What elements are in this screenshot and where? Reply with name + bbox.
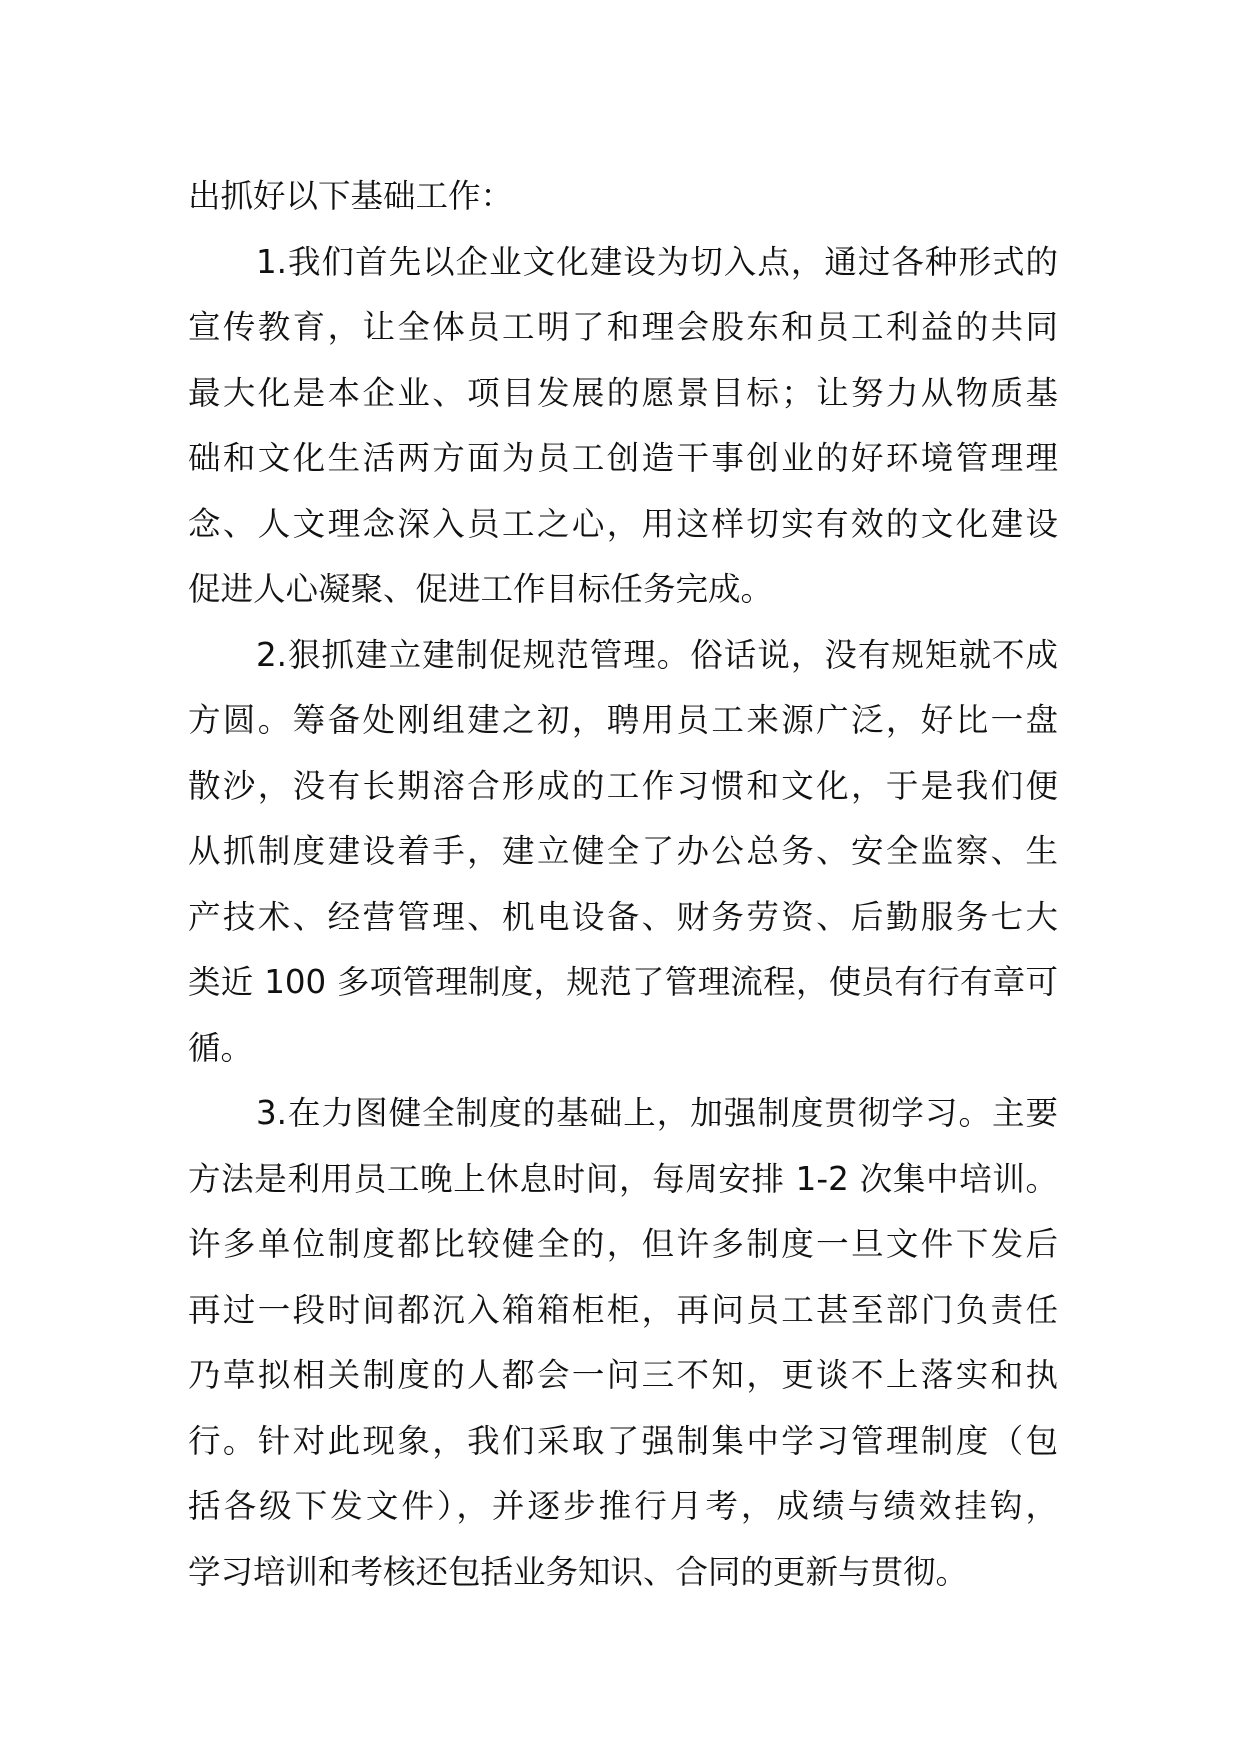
text-line: 行。针对此现象，我们采取了强制集中学习管理制度（包 [188,1421,1058,1460]
document-body [188,164,1058,1605]
text-line: 宣传教育，让全体员工明了和理会股东和员工利益的共同 [188,308,1058,346]
paragraph-2-line: 2.狠抓建立建制促规范管理。俗话说，没有规矩就不成 [256,635,1058,674]
text-line: 最大化是本企业、项目发展的愿景目标；让努力从物质基 [188,373,1058,412]
text-line: 础和文化生活两方面为员工创造干事创业的好环境管理理 [188,439,1058,477]
text-line: 许多单位制度都比较健全的，但许多制度一旦文件下发后 [188,1225,1058,1263]
text-line: 产技术、经营管理、机电设备、财务劳资、后勤服务七大 [188,897,1058,936]
paragraph-3-line: 3.在力图健全制度的基础上，加强制度贯彻学习。主要 [256,1094,1058,1132]
text-line: 促进人心凝聚、促进工作目标任务完成。 [188,570,774,608]
text-line: 念、人文理念深入员工之心，用这样切实有效的文化建设 [188,504,1058,543]
text-line: 散沙，没有长期溶合形成的工作习惯和文化，于是我们便 [188,766,1058,805]
text-line: 循。 [188,1028,254,1067]
text-line: 学习培训和考核还包括业务知识、合同的更新与贯彻。 [188,1552,969,1591]
text-line: 再过一段时间都沉入箱箱柜柜，再问员工甚至部门负责任 [188,1290,1058,1329]
text-line: 乃草拟相关制度的人都会一问三不知，更谈不上落实和执 [188,1356,1058,1394]
text-line: 类近 100 多项管理制度，规范了管理流程，使员有行有章可 [188,963,1058,1001]
text-line: 方圆。筹备处刚组建之初，聘用员工来源广泛，好比一盘 [188,701,1058,739]
text-line: 方法是利用员工晚上休息时间，每周安排 1-2 次集中培训。 [188,1159,1058,1198]
text-line: 从抓制度建设着手，建立健全了办公总务、安全监察、生 [188,832,1058,870]
text-line: 出抓好以下基础工作： [188,177,514,215]
paragraph-1-line: 1.我们首先以企业文化建设为切入点，通过各种形式的 [256,242,1058,281]
text-line: 括各级下发文件），并逐步推行月考，成绩与绩效挂钩， [188,1487,1058,1525]
